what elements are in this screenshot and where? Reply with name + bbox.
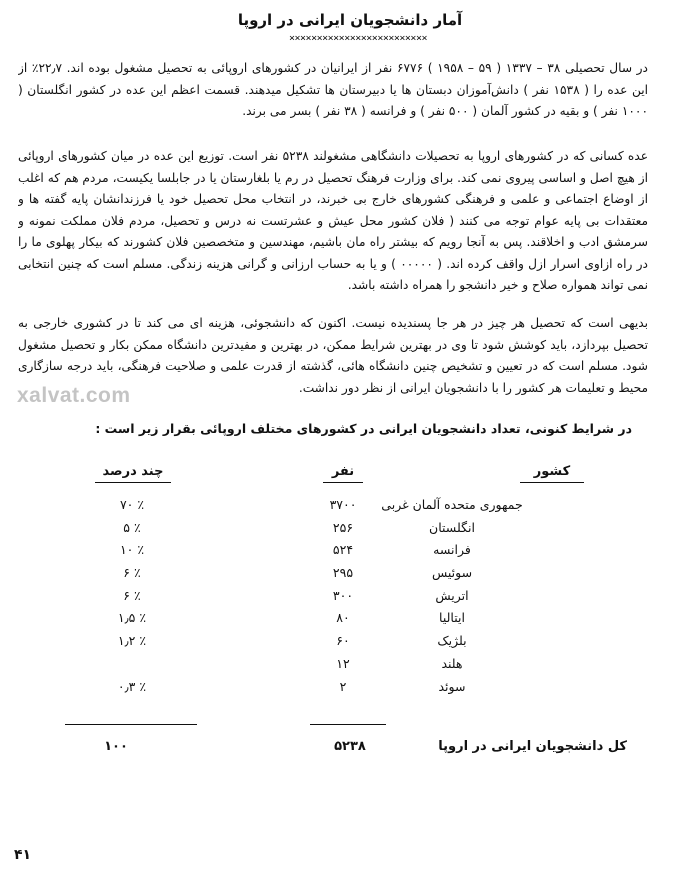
country-cell: بلژیک (437, 633, 467, 649)
percent-cell: ٪ ۶ (123, 587, 141, 603)
paragraph-1: در سال تحصیلی ۳۸ – ۱۳۳۷ ( ۵۹ – ۱۹۵۸ ) ۶۷۷۶ نفر از ایرانیان در کشورهای اروپائی به تحصیل مشغول بوده اند. ۲۲٫۷٪ از این عده را ( ۱۵۳۸ نفر ) دانش‌آموزان دبستان ها یا دبیرستان ها تشکیل میدهند. قسمت اعظم این عده در کشور انگلستان ( ۱۰۰۰ نفر ) و بقیه در کشور آلمان ( ۵۰۰ نفر ) و فرانسه ( ۳۸ نفر ) بسر می برند. (18, 61, 648, 118)
count-cell: ۳۷۰۰ (329, 497, 357, 512)
country-cell: فرانسه (433, 542, 471, 558)
total-label: کل دانشجویان ایرانی در اروپا (438, 739, 627, 754)
percent-cell: ٪ ۶ (123, 565, 141, 581)
title-decoration: ××××××××××××××××××××××××× (288, 33, 427, 44)
table-row (0, 653, 682, 676)
country-cell: اتریش (435, 587, 469, 603)
table-row (0, 630, 682, 653)
percent-cell: ٪ ۱۰ (119, 542, 145, 558)
count-cell: ۱۲ (336, 655, 350, 671)
table-row (0, 494, 682, 517)
count-cell: ۵۲۴ (332, 542, 354, 558)
table-row (0, 562, 682, 585)
column-header-count: نفر (323, 463, 363, 483)
count-cell: ۲۵۶ (332, 519, 354, 535)
count-cell: ۲ (339, 678, 347, 694)
table-row (0, 676, 682, 699)
count-cell: ۳۰۰ (332, 587, 354, 603)
percent-cell: ٪ ۱٫۵ (117, 610, 147, 626)
percent-cell: ٪ ۵ (123, 519, 141, 535)
table-row (0, 517, 682, 540)
page-number: ۴۱ (14, 847, 32, 863)
column-header-percent: چند درصد (95, 463, 171, 483)
country-cell: سوئیس (431, 565, 473, 581)
total-count: ۵۲۳۸ (334, 739, 366, 754)
table-row (0, 585, 682, 608)
page-title: آمار دانشجویان ایرانی در اروپا (237, 11, 463, 29)
percent-cell: ٪ ۰٫۳ (117, 678, 147, 694)
country-cell: هلند (441, 655, 463, 671)
table-row (0, 539, 682, 562)
total-percent: ۱۰۰ (104, 739, 128, 754)
country-cell: سوئد (438, 678, 466, 694)
students-table (0, 494, 682, 698)
column-header-country: کشور (520, 463, 584, 483)
percent-cell: ٪ ۷۰ (119, 497, 145, 512)
total-divider-percent (65, 724, 197, 725)
paragraph-2: عده کسانی که در کشورهای اروپا به تحصیلات دانشگاهی مشغولند ۵۲۳۸ نفر است. توزیع این عده در میان کشورهای اروپائی از هیچ اصل و اساسی پیروی نمی کند. برای وزارت فرهنگ تحصیل در رم یا بلغارستان یا در جابلسا یکیست، مردم هم که اغلب از اوضاع اجتماعی و علمی و فرهنگی کشورهای خارج بی خبرند، در انتخاب محل تحصیل خود یا فرزندانشان پایه گفته ها و معتقدات بی پایه عوام توجه می کنند ( فلان کشور محل عیش و عشرتست نه درس و تحصیل، مردم فلان مملکت نمونه و سرمشق ادب و اخلاقند. پس به آنجا رویم که بیشتر راه مان باشیم، مهندسین و متخصصین فلان کشورند که بیکار پهلوی ما را در راه ازاوی اسرار ازل واقف کرده اند. ( ۰۰۰۰۰ ) و یا به حساب ارزانی و گرانی هزینه زندگی. مسلم است که چنین انتخابی نمی تواند همواره صلاح و خیر دانشجو را همراه داشته باشد. (18, 149, 648, 292)
table-row (0, 607, 682, 630)
percent-cell: ٪ ۱٫۲ (117, 633, 147, 649)
count-cell: ۲۹۵ (332, 565, 354, 581)
paragraph-3: بدیهی است که تحصیل هر چیز در هر جا پسندیده نیست. اکنون که دانشجوئی، هزینه ای می کند تا در کشوری خارجی به تحصیل بپردازد، باید کوشش شود تا وی در بهترین شرایط ممکن، در بهترین و مفیدترین دانشگاه ممکن بکار و تحصیل مشغول شود. مسلم است که در تعیین و تشخیص چنین دانشگاه هائی، گذشته از قدرت علمی و صلاحیت فرهنگی، باید درجه سازگاری محیط و تعلیمات هر کشور را با دانشجویان ایرانی از نظر دور نداشت. (18, 316, 648, 395)
count-cell: ۸۰ (336, 610, 350, 626)
watermark: xalvat.com (17, 384, 131, 407)
country-cell: ایتالیا (439, 610, 465, 626)
country-cell: انگلستان (429, 519, 475, 535)
country-cell: جمهوری متحده آلمان غربی (381, 497, 523, 512)
count-cell: ۶۰ (336, 633, 350, 649)
total-divider-count (310, 724, 386, 725)
table-intro: در شرایط کنونی، تعداد دانشجویان ایرانی در کشورهای مختلف اروپائی بقرار زیر است : (95, 421, 632, 436)
